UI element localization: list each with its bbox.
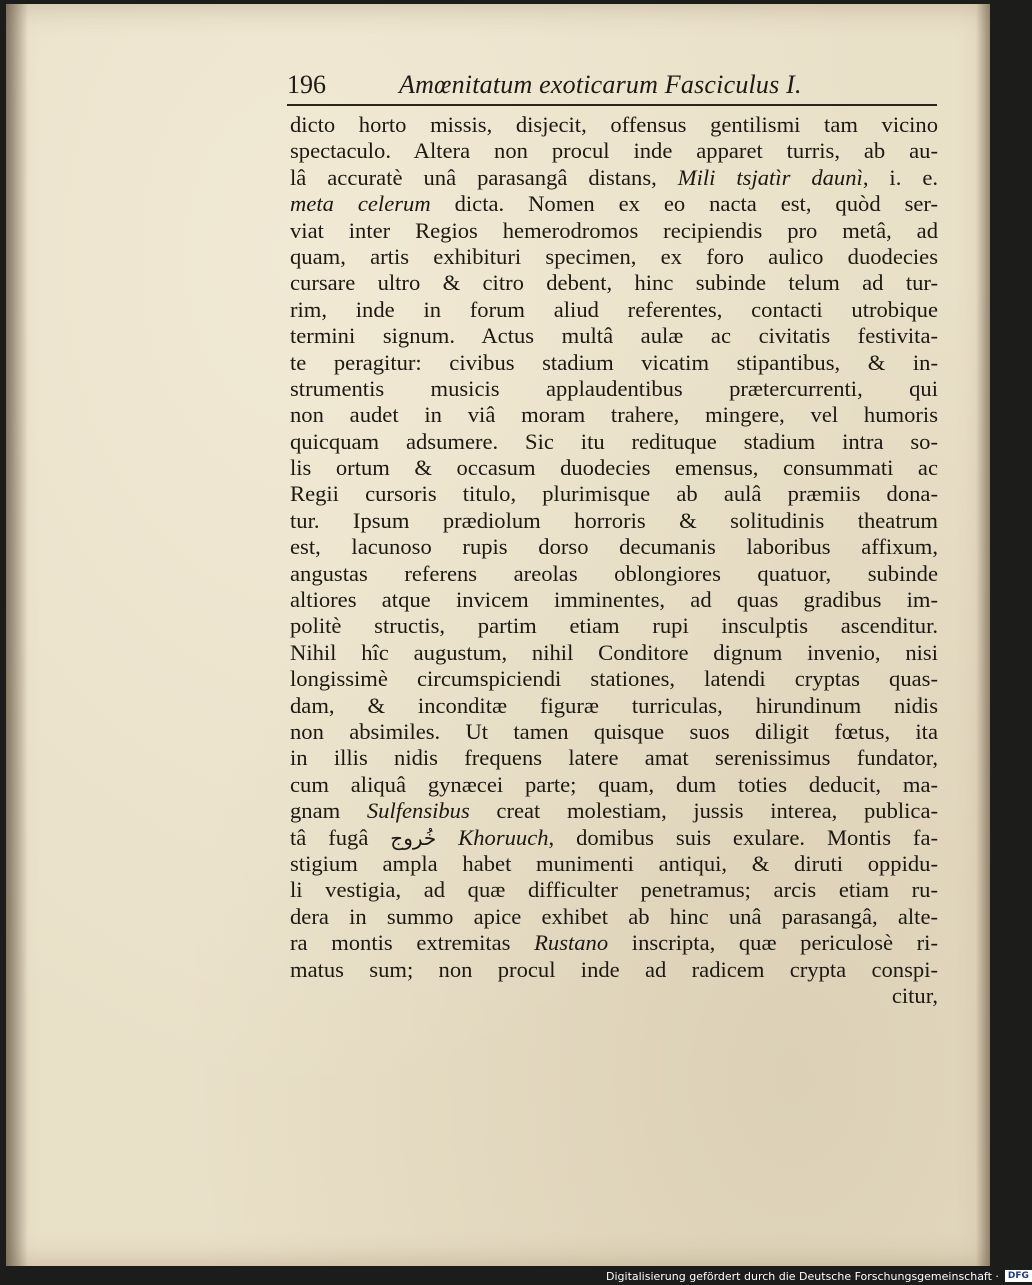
text-span: Nihil hîc augustum, nihil Conditore dignum invenio, nisi [290,639,938,665]
text-span: viat inter Regios hemerodromos recipiendis pro metâ, ad [290,217,938,243]
italic-phrase: meta celerum [290,191,431,217]
text-line [290,112,938,138]
header-rule [287,104,937,106]
text-span: longissimè circumspiciendi stationes, latendi cryptas quas- [290,666,938,692]
text-span: , i. e. [862,164,939,190]
text-span [436,825,458,850]
digitization-footer [606,1268,1032,1284]
text-line [290,323,938,349]
text-span: cursare ultro & citro debent, hinc subinde telum ad tur- [290,270,938,296]
text-span: inscripta, quæ periculosè ri- [608,930,938,956]
text-span: stigium ampla habet munimenti antiqui, & diruti oppidu- [290,850,938,876]
text-line [290,481,938,507]
text-line [290,508,938,534]
text-span: creat molestiam, jussis interea, publica- [469,798,938,824]
text-span: , domibus suis exulare. Montis fa- [548,824,938,850]
text-span: angustas referens areolas oblongiores quatuor, subinde [290,560,938,586]
text-line [290,587,938,613]
text-span: strumentis musicis applaudentibus prætercurrenti, qui [290,375,938,401]
running-title: Amœnitatum exoticarum Fasciculus I. [399,70,802,99]
text-span: lis ortum & occasum duodecies emensus, consummati ac [290,455,938,481]
text-line [290,218,938,244]
text-line [290,719,938,745]
text-line [290,376,938,402]
text-line [290,930,938,956]
funding-credit: Digitalisierung gefördert durch die Deutsche Forschungsgemeinschaft · [606,1269,999,1283]
text-span: dera in summo apice exhibet ab hinc unâ parasangâ, alte- [290,903,938,929]
text-line [290,772,938,798]
page-gutter-shadow [6,4,28,1266]
italic-phrase: Khoruuch [458,824,549,850]
text-span: matus sum; non procul inde ad radicem crypta conspi- [290,956,938,982]
page-number: 196 [287,70,326,99]
text-span: quicquam adsumere. Sic itu redituque stadium intra so- [290,428,938,454]
text-line [290,165,938,191]
text-line [290,191,938,217]
text-span: gnam [290,798,367,824]
text-span: cum aliquâ gynæcei parte; quam, dum toties deducit, ma- [290,771,938,797]
text-span: spectaculo. Altera non procul inde apparet turris, ab au- [290,138,938,164]
text-span: dicta. Nomen ex eo nacta est, quòd ser- [430,191,938,217]
dfg-logo: DFG [1005,1270,1032,1282]
text-line [290,851,938,877]
text-span: altiores atque invicem imminentes, ad quas gradibus im- [290,587,938,613]
arabic-word: خُروج [390,825,437,850]
body-text [290,112,938,1009]
text-line [290,270,938,296]
text-span: Regii cursoris titulo, plurimisque ab aulâ præmiis dona- [290,481,938,507]
text-line [290,877,938,903]
text-line [290,455,938,481]
italic-phrase: Sulfensibus [366,798,470,824]
text-line [290,534,938,560]
text-line [290,138,938,164]
text-span: te peragitur: civibus stadium vicatim stipantibus, & in- [290,349,938,375]
text-line [290,350,938,376]
italic-phrase: Rustano [534,930,609,956]
text-line [290,957,938,983]
text-span: non absimiles. Ut tamen quisque suos diligit fœtus, ita [290,718,938,744]
text-span: est, lacunoso rupis dorso decumanis laboribus affixum, [290,534,938,560]
text-line [290,640,938,666]
text-span: termini signum. Actus multâ aulæ ac civitatis festivita- [290,323,938,349]
text-line [290,798,938,824]
text-span: politè structis, partim etiam rupi insculptis ascenditur. [290,613,938,639]
text-span: dicto horto missis, disjecit, offensus gentilismi tam vicino [290,112,938,137]
text-line [290,561,938,587]
text-span: in illis nidis frequens latere amat serenissimus fundator, [290,745,938,771]
text-line [290,244,938,270]
text-line [290,613,938,639]
text-line [290,297,938,323]
page-header [287,70,937,104]
text-span: quam, artis exhibituri specimen, ex foro aulico duodecies [290,243,938,269]
text-line [290,983,938,1009]
text-line [290,666,938,692]
text-span: tur. Ipsum prædiolum horroris & solitudinis theatrum [290,507,938,533]
text-line [290,825,938,851]
text-span: li vestigia, ad quæ difficulter penetramus; arcis etiam ru- [290,877,938,903]
text-span: dam, & inconditæ figuræ turriculas, hirundinum nidis [290,692,938,718]
italic-phrase: Mili tsjatìr daunì [677,164,863,190]
text-span: citur, [891,982,938,1008]
text-span: non audet in viâ moram trahere, mingere, vel humoris [290,402,938,428]
text-line [290,693,938,719]
text-line [290,745,938,771]
text-span: tâ fugâ [290,824,391,850]
text-line [290,429,938,455]
text-line [290,402,938,428]
text-span: lâ accuratè unâ parasangâ distans, [290,164,678,190]
text-span: rim, inde in forum aliud referentes, contacti utrobique [290,296,938,322]
text-span: ra montis extremitas [290,930,535,956]
text-line [290,904,938,930]
page-edge-shadow [976,4,990,1266]
